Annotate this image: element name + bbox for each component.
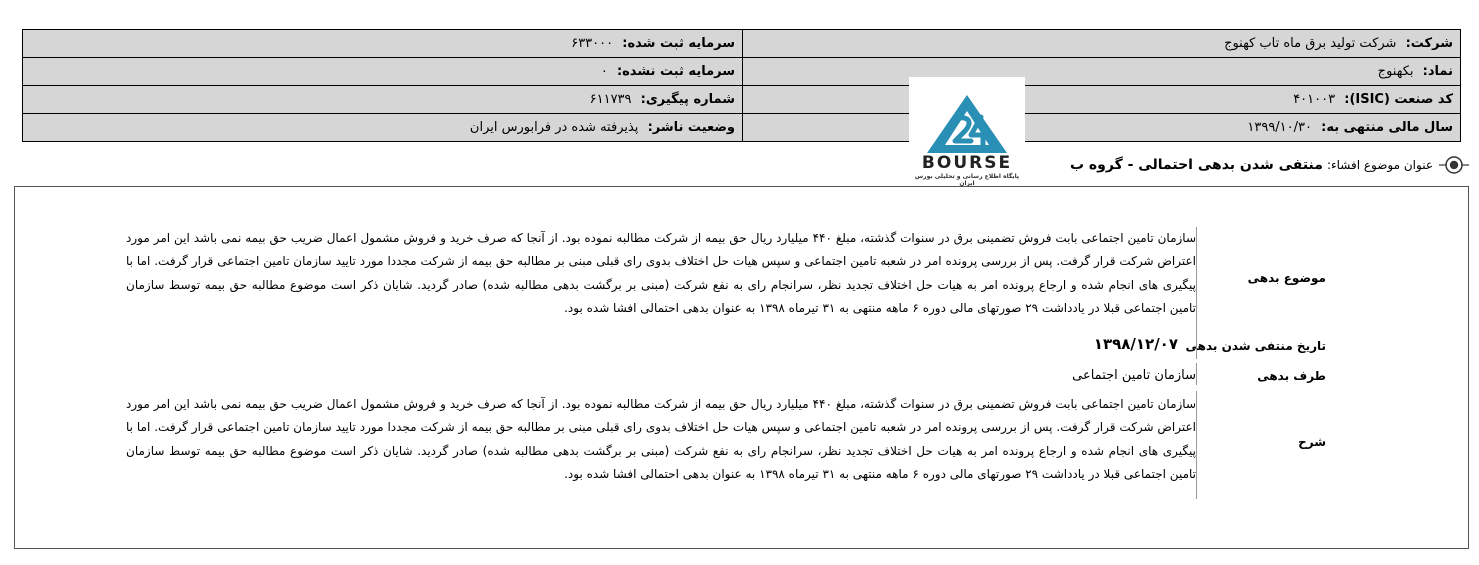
debt-party-label: طرف بدهی — [1257, 369, 1326, 383]
description-text: سازمان تامین اجتماعی بابت فروش تضمینی برق در سنوات گذشته، مبلغ ۴۴۰ میلیارد ریال حق بیمه از شرکت مطالبه نموده بود. از آنجا که صرف خرید و فروش مشمول اعمال ضریب حق بیمه نمی باشد این امر مورد اعتراض شرکت قرار گرفت. پس از بررسی پرونده امر در شعبه تامین اجتماعی و سپس هیات حل اختلاف بدوی رای قبلی مبنی بر مطالبه حق بیمه از شرکت مجددا مورد تایید سازمان تامین اجتماعی قرار گرفت. اما با پیگیری های انجام شده و ارجاع پرونده امر به هیات حل اختلاف تجدید نظر، سرانجام رای به نفع شرکت (مبنی بر برگشت بدهی مطالبه شده) صادر گردید. شایان ذکر است موضوع مطالبه حق بیمه توسط سازمان تامین اجتماعی قبلا در یادداشت ۲۹ صورتهای مالی دوره ۶ ماهه منتهی به ۳۱ تیرماه ۱۳۹۸ به عنوان بدهی احتمالی افشا شده بود. — [126, 397, 1197, 481]
bourse-logo — [909, 77, 1025, 186]
cancellation-date-value: ۱۳۹۸/۱۲/۰۷ — [1093, 335, 1178, 353]
debt-party-value: سازمان تامین اجتماعی — [1072, 368, 1196, 383]
subject-title: منتفی شدن بدهی احتمالی - گروه ب — [1069, 157, 1323, 173]
logo-wordmark: BOURSE — [921, 153, 1013, 173]
company-name: شرکت تولید برق ماه تاب کهنوج — [1224, 36, 1397, 51]
publisher-status-value: پذیرفته شده در فرابورس ایران — [469, 120, 639, 135]
fiscal-year-label: سال مالی منتهی به: — [1321, 120, 1453, 135]
company-info-table — [22, 29, 1461, 142]
header-row-company — [23, 30, 1461, 58]
column-divider — [1196, 335, 1197, 359]
publisher-status-label: وضعیت ناشر: — [647, 120, 735, 135]
tracking-number-value: ۶۱۱۷۳۹ — [589, 92, 632, 107]
subject-label: عنوان موضوع افشاء: — [1326, 158, 1433, 172]
debt-subject-text: سازمان تامین اجتماعی بابت فروش تضمینی برق در سنوات گذشته، مبلغ ۴۴۰ میلیارد ریال حق بیمه از شرکت مطالبه نموده بود. از آنجا که صرف خرید و فروش مشمول اعمال ضریب حق بیمه نمی باشد این امر مورد اعتراض شرکت قرار گرفت. پس از بررسی پرونده امر در شعبه تامین اجتماعی و سپس هیات حل اختلاف بدوی رای قبلی مبنی بر مطالبه حق بیمه از شرکت مجددا مورد تایید سازمان تامین اجتماعی قرار گرفت. اما با پیگیری های انجام شده و ارجاع پرونده امر به هیات حل اختلاف تجدید نظر، سرانجام رای به نفع شرکت (مبنی بر برگشت بدهی مطالبه شده) صادر گردید. شایان ذکر است موضوع مطالبه حق بیمه توسط سازمان تامین اجتماعی قبلا در یادداشت ۲۹ صورتهای مالی دوره ۶ ماهه منتهی به ۳۱ تیرماه ۱۳۹۸ به عنوان بدهی احتمالی افشا شده بود. — [126, 231, 1197, 315]
disclosure-details — [14, 186, 1469, 549]
disclosure-subject — [1070, 152, 1469, 178]
target-bullet-icon — [1439, 153, 1469, 177]
debt-subject-label: موضوع بدهی — [1247, 271, 1326, 285]
fiscal-year-cell — [743, 114, 1461, 142]
unregistered-capital-cell — [23, 58, 743, 86]
company-label: شرکت: — [1405, 36, 1453, 51]
symbol-value: بکهنوج — [1377, 64, 1414, 79]
column-divider — [1196, 391, 1197, 499]
bourse-24-logo-icon — [909, 77, 1025, 155]
column-divider — [1196, 363, 1197, 385]
header-row-fiscal — [23, 114, 1461, 142]
tracking-number-label: شماره پیگیری: — [640, 92, 735, 107]
registered-capital-label: سرمایه ثبت شده: — [622, 36, 735, 51]
cancellation-date-label: تاریخ منتفی شدن بدهی — [1185, 339, 1326, 353]
unregistered-capital-label: سرمایه ثبت نشده: — [616, 64, 735, 79]
symbol-cell — [743, 58, 1461, 86]
tracking-number-cell — [23, 86, 743, 114]
fiscal-year-value: ۱۳۹۹/۱۰/۳۰ — [1247, 120, 1312, 135]
unregistered-capital-value: ۰ — [600, 64, 608, 79]
isic-value: ۴۰۱۰۰۳ — [1293, 92, 1336, 107]
description-label: شرح — [1298, 435, 1326, 449]
symbol-label: نماد: — [1422, 64, 1453, 79]
publisher-status-cell — [23, 114, 743, 142]
logo-caption: پایگاه اطلاع رسانی و تحلیلی بورس ایران — [914, 173, 1020, 187]
isic-label: کد صنعت (ISIC): — [1344, 92, 1453, 107]
registered-capital-value: ۶۳۳۰۰۰ — [571, 36, 614, 51]
company-name-cell — [743, 30, 1461, 58]
header-row-symbol — [23, 58, 1461, 86]
column-divider — [1196, 227, 1197, 339]
isic-cell — [743, 86, 1461, 114]
header-row-isic — [23, 86, 1461, 114]
registered-capital-cell — [23, 30, 743, 58]
